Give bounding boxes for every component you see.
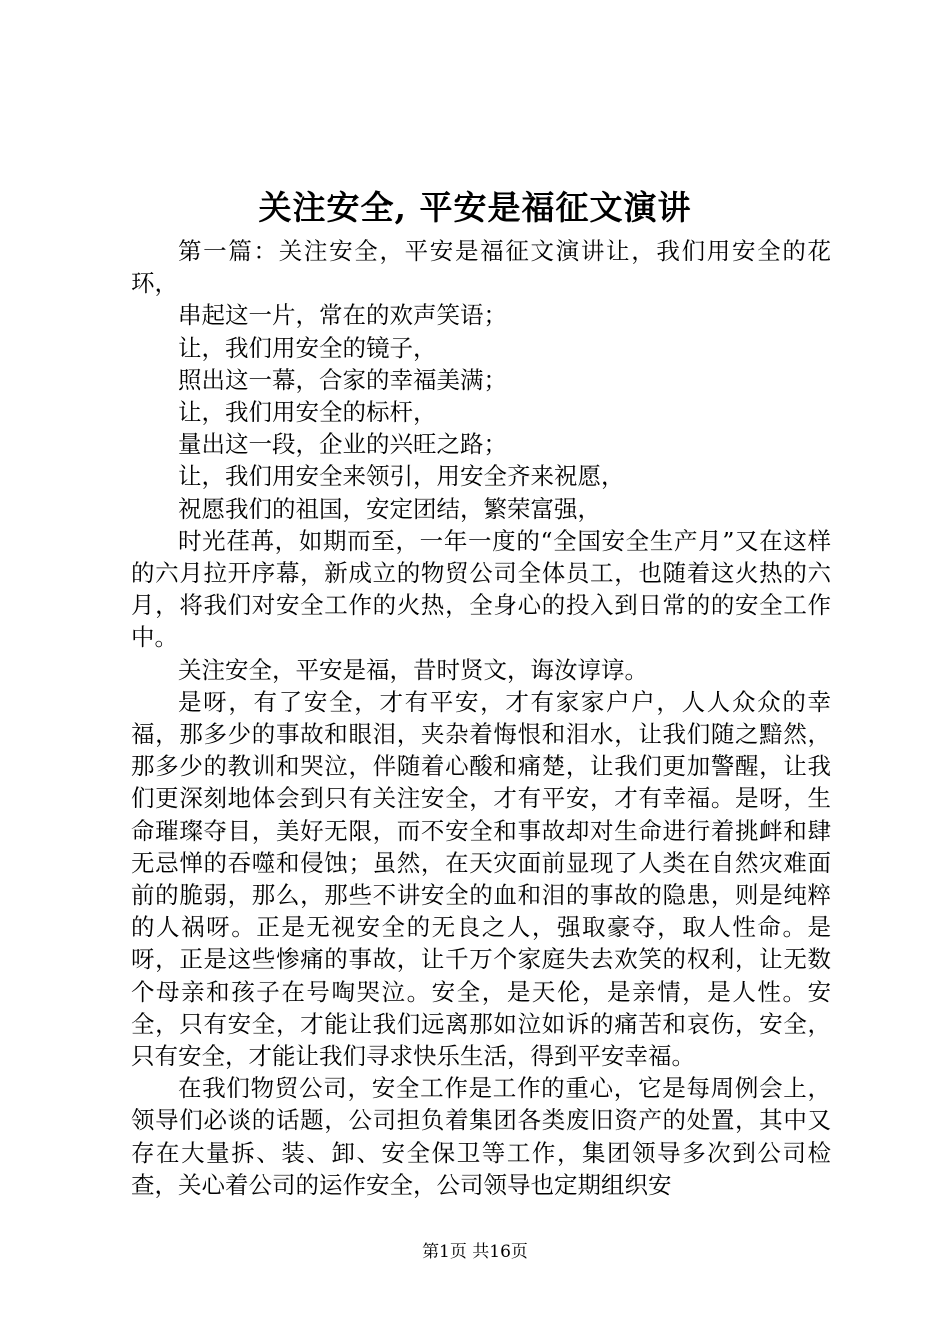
document-body [131,235,831,1201]
paragraph: 让，我们用安全的标杆， [178,398,437,427]
paragraph: 时光荏苒，如期而至，一年一度的“全国安全生产月”又在这样的六月拉开序幕，新成立的物贸公司全体员工，也随着这火热的六月，将我们对安全工作的火热，全身心的投入到日常的的安全工作中。 [131,526,831,652]
paragraph: 让，我们用安全的镜子， [178,333,437,362]
paragraph: 量出这一段，企业的兴旺之路； [178,430,507,459]
page-footer: 第1页 共16页 [422,1242,528,1262]
paragraph: 祝愿我们的祖国，安定团结，繁荣富强， [178,494,601,523]
paragraph: 让，我们用安全来领引，用安全齐来祝愿， [178,462,625,491]
paragraph: 第一篇：关注安全，平安是福征文演讲让，我们用安全的花环， [131,237,831,298]
document-title: 关注安全, 平安是福征文演讲 [258,188,692,227]
paragraph: 在我们物贸公司，安全工作是工作的重心，它是每周例会上，领导们必谈的话题，公司担负着集团各类废旧资产的处置，其中又存在大量拆、装、卸、安全保卫等工作，集团领导多次到公司检查，关心着公司的运作安全，公司领导也定期组织安 [131,1074,831,1199]
paragraph: 照出这一幕，合家的幸福美满； [178,365,507,394]
paragraph: 是呀，有了安全，才有平安，才有家家户户，人人众众的幸福，那多少的事故和眼泪，夹杂着悔恨和泪水，让我们随之黯然，那多少的教训和哭泣，伴随着心酸和痛楚，让我们更加警醒，让我们更深刻地体会到只有关注安全，才有平安，才有幸福。是呀，生命璀璨夺目，美好无限，而不安全和事故却对生命进行着挑衅和肆无忌惮的吞噬和侵蚀；虽然，在天灾面前显现了人类在自然灾难面前的脆弱，那么，那些不讲安全的血和泪的事故的隐患，则是纯粹的人祸呀。正是无视安全的无良之人，强取豪夺，取人性命。是呀，正是这些惨痛的事故，让千万个家庭失去欢笑的权利，让无数个母亲和孩子在号啕哭泣。安全，是天伦，是亲情，是人性。安全，只有安全，才能让我们远离那如泣如诉的痛苦和哀伤，安全，只有安全，才能让我们寻求快乐生活，得到平安幸福。 [131,687,831,1071]
paragraph: 关注安全，平安是福，昔时贤文，诲汝谆谆。 [178,655,648,684]
paragraph: 串起这一片，常在的欢声笑语； [178,301,507,330]
